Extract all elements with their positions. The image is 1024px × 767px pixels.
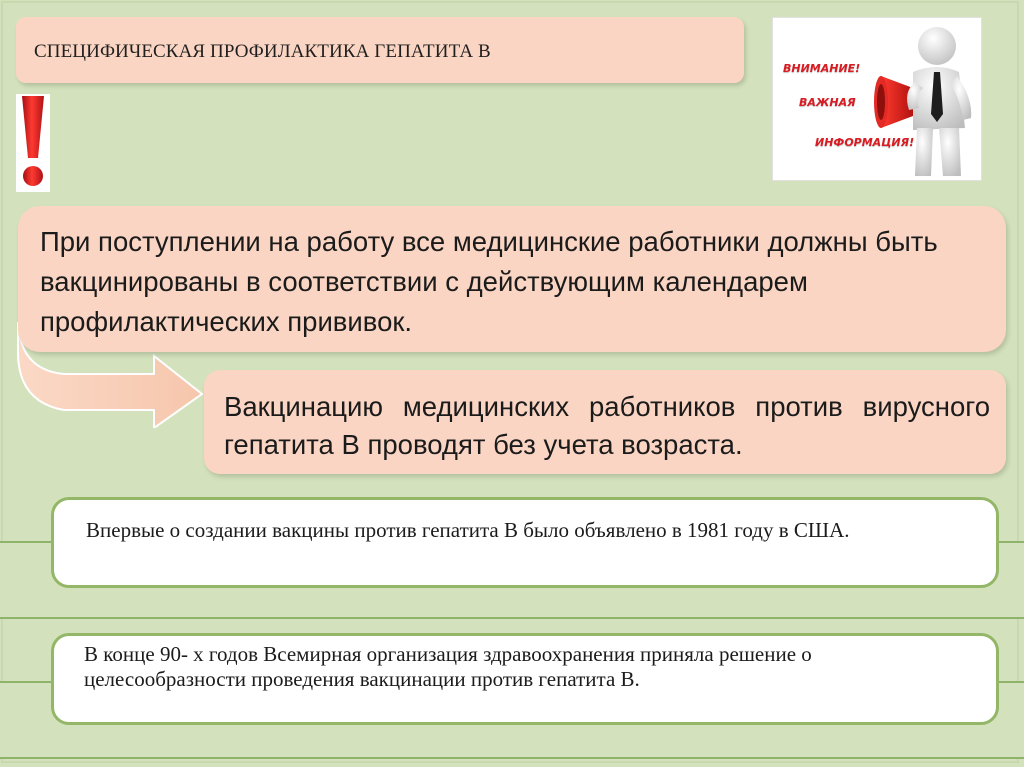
requirement-box xyxy=(18,206,1006,352)
warning-word-1: ВНИМАНИЕ! xyxy=(783,62,861,75)
who-text: В конце 90- х годов Всемирная организация здравоохранения приняла решение о целесообразности проведения вакцинации против гепатита В. xyxy=(84,642,812,691)
requirement-text: При поступлении на работу все медицинские работники должны быть вакцинированы в соответствии с действующим календарем профилактических прививок. xyxy=(40,226,938,337)
warning-word-3: ИНФОРМАЦИЯ! xyxy=(815,136,915,149)
who-card xyxy=(51,633,999,725)
warning-word-2: ВАЖНАЯ xyxy=(799,96,856,109)
age-note-box xyxy=(204,370,1006,474)
exclamation-icon xyxy=(16,94,50,192)
history-text: Впервые о создании вакцины против гепатита В было объявлено в 1981 году в США. xyxy=(86,518,850,542)
page-title: СПЕЦИФИЧЕСКАЯ ПРОФИЛАКТИКА ГЕПАТИТА В xyxy=(34,41,491,62)
warning-image xyxy=(772,17,982,181)
title-box xyxy=(16,17,744,83)
age-note-text: Вакцинацию медицинских работников против вирусного гепатита В проводят без учета возраста. xyxy=(224,391,990,460)
history-card xyxy=(51,497,999,588)
